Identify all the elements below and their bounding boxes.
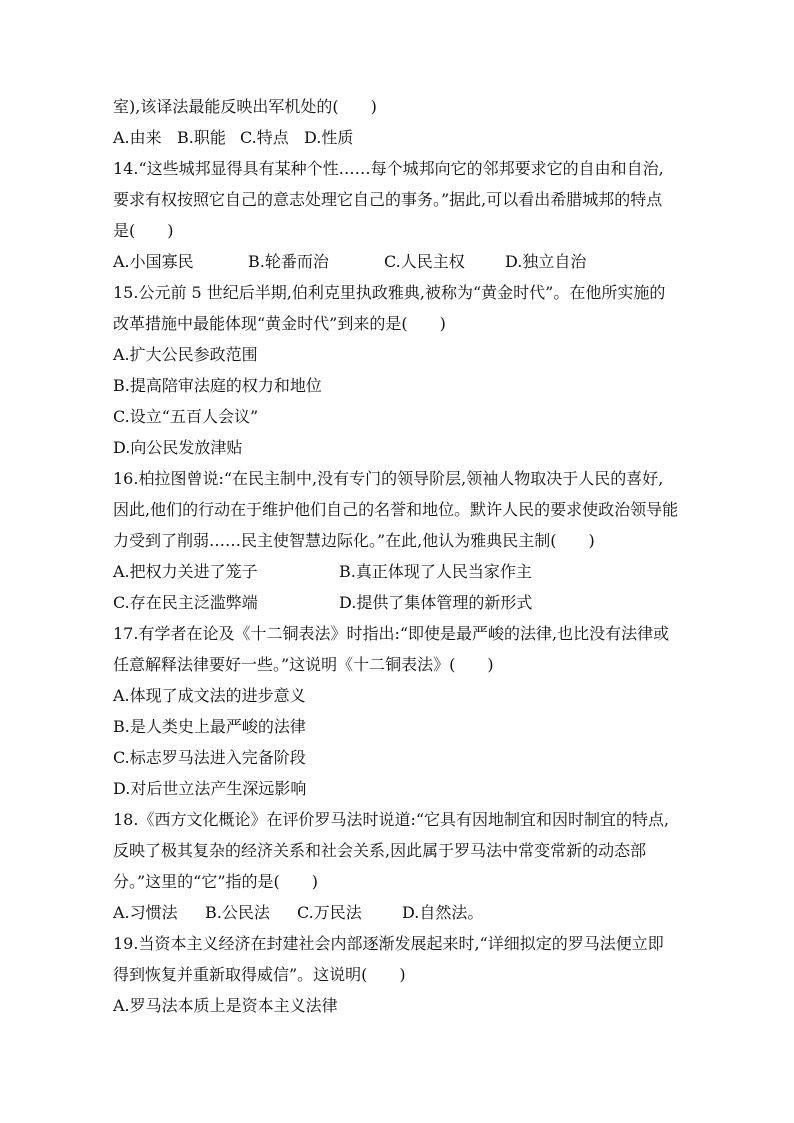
question-17-option-c: C.标志罗马法进入完备阶段 [113, 748, 306, 767]
option-d: D.独立自治 [505, 252, 587, 271]
question-16-options-row-1 [113, 556, 688, 587]
option-b: B.轮番而治 [248, 252, 329, 271]
option-b: B.公民法 [205, 903, 270, 922]
question-17-option-a: A.体现了成文法的进步意义 [113, 686, 306, 705]
question-15-line-2: 改革措施中最能体现“黄金时代”到来的是( ) [113, 314, 446, 333]
option-c: C.万民法 [297, 903, 362, 922]
option-d: D.性质 [304, 128, 354, 147]
question-17-line-1: 17.有学者在论及《十二铜表法》时指出:“即使是最严峻的法律,也比没有法律或 [113, 624, 670, 643]
question-14-line-3: 是( ) [113, 221, 174, 240]
question-19-line-1: 19.当资本主义经济在封建社会内部逐渐发展起来时,“详细拟定的罗马法便立即 [113, 934, 664, 953]
question-15-option-d: D.向公民发放津贴 [113, 438, 243, 457]
question-17-line-2: 任意解释法律要好一些。”这说明《十二铜表法》( ) [113, 655, 494, 674]
question-15-option-b: B.提高陪审法庭的权力和地位 [113, 376, 322, 395]
option-a: A.习惯法 [113, 903, 178, 922]
question-15-option-a: A.扩大公民参政范围 [113, 345, 258, 364]
option-b: B.职能 [177, 128, 226, 147]
option-d: D.提供了集体管理的新形式 [339, 593, 533, 612]
question-19-option-a: A.罗马法本质上是资本主义法律 [113, 996, 338, 1015]
option-c: C.人民主权 [384, 252, 465, 271]
question-18-line-2: 反映了极其复杂的经济关系和社会关系,因此属于罗马法中常变常新的动态部 [113, 841, 647, 860]
option-a: A.由来 [113, 128, 162, 147]
question-13-continuation: 室),该译法最能反映出军机处的( ) [113, 97, 377, 116]
question-16-options-row-2 [113, 587, 688, 618]
question-14-options [113, 246, 688, 277]
option-d: D.自然法。 [402, 903, 484, 922]
exam-page [113, 91, 688, 1021]
question-16-line-1: 16.柏拉图曾说:“在民主制中,没有专门的领导阶层,领袖人物取决于人民的喜好, [113, 469, 664, 488]
option-c: C.特点 [240, 128, 289, 147]
option-c: C.存在民主泛滥弊端 [113, 593, 258, 612]
question-16-line-2: 因此,他们的行动在于维护他们自己的名誉和地位。默许人民的要求使政治领导能 [113, 500, 679, 519]
option-b: B.真正体现了人民当家作主 [339, 562, 532, 581]
question-19-line-2: 得到恢复并重新取得威信”。这说明( ) [113, 965, 406, 984]
question-18-options [113, 897, 688, 928]
question-14-line-1: 14.“这些城邦显得具有某种个性……每个城邦向它的邻邦要求它的自由和自治, [113, 159, 664, 178]
question-18-line-3: 分。”这里的“它”指的是( ) [113, 872, 319, 891]
option-a: A.把权力关进了笼子 [113, 562, 258, 581]
question-18-line-1: 18.《西方文化概论》在评价罗马法时说道:“它具有因地制宜和因时制宜的特点, [113, 810, 670, 829]
option-a: A.小国寡民 [113, 252, 194, 271]
question-16-line-3: 力受到了削弱……民主使智慧边际化。”在此,他认为雅典民主制( ) [113, 531, 595, 550]
question-15-option-c: C.设立“五百人会议” [113, 407, 259, 426]
question-17-option-b: B.是人类史上最严峻的法律 [113, 717, 306, 736]
question-13-options [113, 122, 688, 153]
question-15-line-1: 15.公元前 5 世纪后半期,伯利克里执政雅典,被称为“黄金时代”。在他所实施的 [113, 283, 666, 302]
question-14-line-2: 要求有权按照它自己的意志处理它自己的事务。”据此,可以看出希腊城邦的特点 [113, 190, 663, 209]
question-17-option-d: D.对后世立法产生深远影响 [113, 779, 307, 798]
